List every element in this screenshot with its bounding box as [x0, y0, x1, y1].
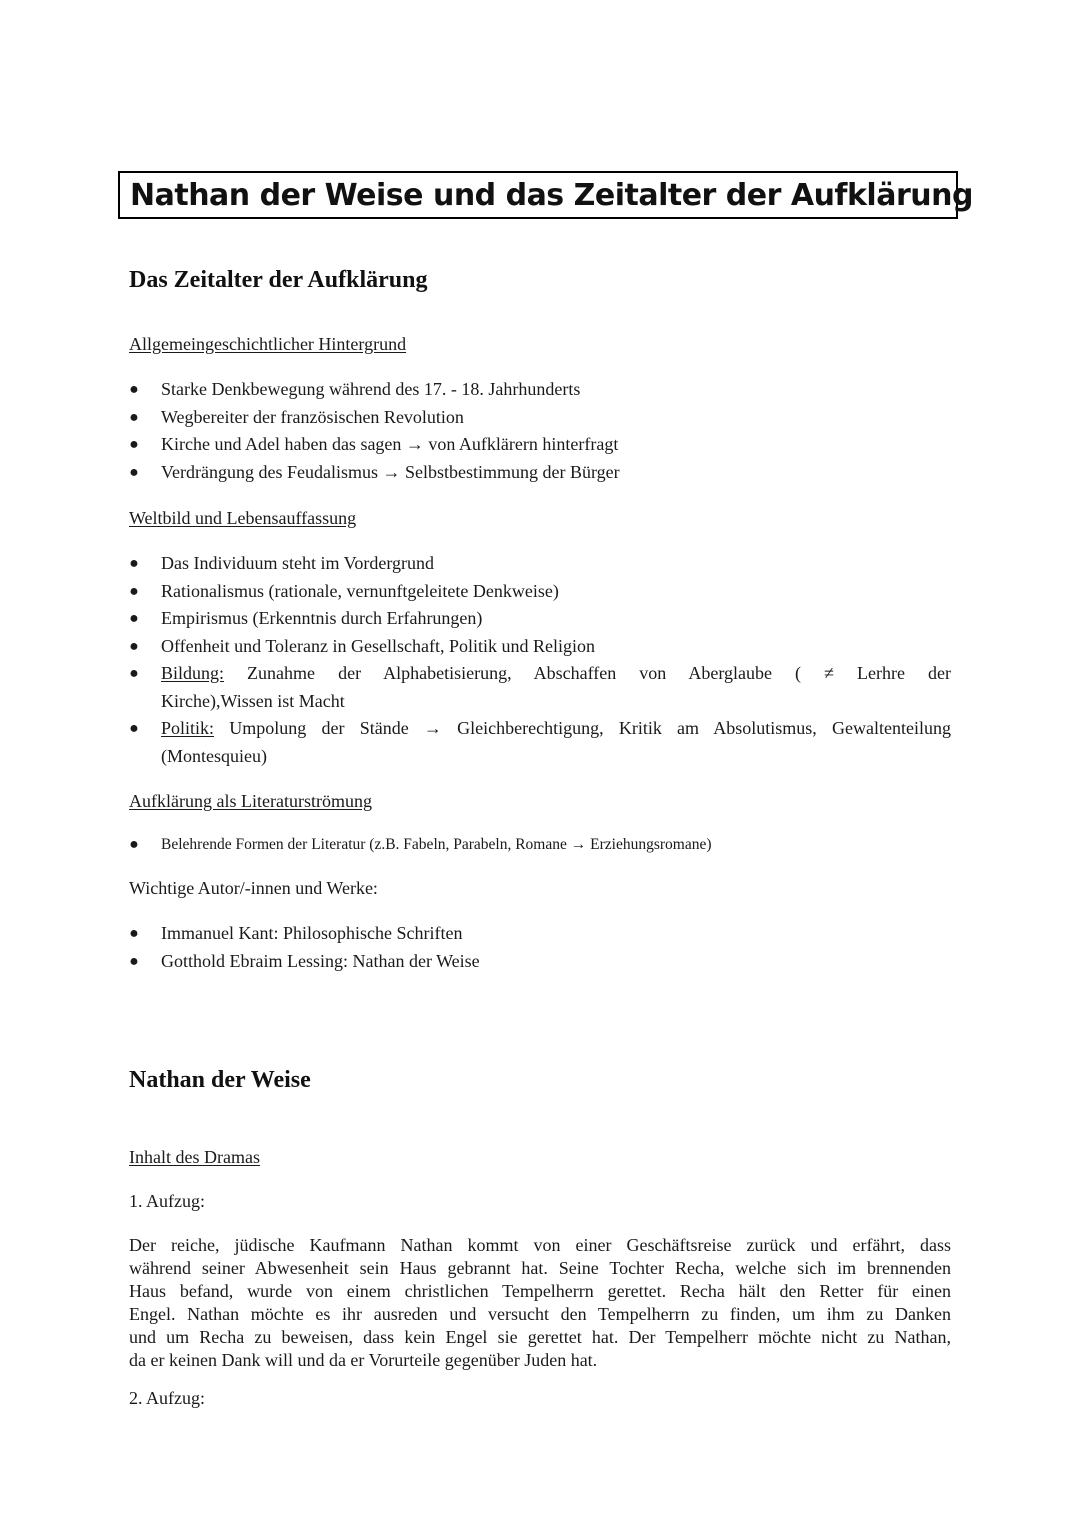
- document-title: Nathan der Weise und das Zeitalter der Aufklärung: [130, 178, 973, 213]
- subheading-weltbild: Weltbild und Lebensauffassung: [129, 508, 357, 528]
- section-heading-aufklaerung: Das Zeitalter der Aufklärung: [129, 267, 428, 293]
- list-item: ● Gotthold Ebraim Lessing: Nathan der Weise: [129, 948, 951, 976]
- list-item: ● Offenheit und Toleranz in Gesellschaft, Politik und Religion: [129, 633, 951, 661]
- bullet-icon: ●: [129, 436, 139, 453]
- paragraph-line: und um Recha zu beweisen, dass kein Engel sie gerettet hat. Der Tempelherr möchte nicht zu Nathan,: [129, 1327, 951, 1347]
- subheading-inhalt: Inhalt des Dramas: [129, 1147, 260, 1167]
- bullet-icon: ●: [129, 925, 139, 942]
- politik-line2: (Montesquieu): [161, 745, 267, 766]
- list-item: ● Immanuel Kant: Philosophische Schriften: [129, 920, 951, 948]
- list-item: ● Kirche und Adel haben das sagen → von Aufklärern hinterfragt: [129, 431, 951, 459]
- list-item-politik: [129, 715, 951, 770]
- paragraph-line: da er keinen Dank will und da er Vorurteile gegenüber Juden hat.: [129, 1350, 598, 1370]
- list-item: ● Wegbereiter der französischen Revolution: [129, 404, 951, 432]
- list-hintergrund: [129, 376, 951, 486]
- paragraph-line: während seiner Abwesenheit sein Haus gebrannt hat. Seine Tochter Recha, welche sich im brennenden: [129, 1258, 951, 1278]
- bullet-icon: ●: [129, 408, 139, 426]
- bullet-icon: ●: [129, 610, 139, 627]
- list-item: ● Starke Denkbewegung während des 17. - 18. Jahrhunderts: [129, 376, 951, 404]
- list-item-bildung: [129, 660, 951, 715]
- act2-label: 2. Aufzug:: [129, 1388, 205, 1408]
- paragraph-line: Engel. Nathan möchte es ihr ausreden und versucht den Tempelherrn zu finden, um ihm zu Danken: [129, 1304, 951, 1324]
- list-literatur: [129, 831, 951, 859]
- list-item: ● Rationalismus (rationale, vernunftgeleitete Denkweise): [129, 578, 951, 606]
- paragraph-line: Haus befand, wurde von einem christlichen Tempelherrn gerettet. Recha hält den Retter für einen: [129, 1281, 951, 1301]
- bildung-line1: Bildung: Zunahme der Alphabetisierung, Abschaffen von Aberglaube ( ≠ Lerhre der: [161, 663, 951, 683]
- list-item: ● Empirismus (Erkenntnis durch Erfahrungen): [129, 605, 951, 633]
- list-weltbild: [129, 550, 951, 770]
- bullet-icon: ●: [129, 582, 139, 600]
- bullet-icon: ●: [129, 720, 139, 737]
- bildung-line2: Kirche),Wissen ist Macht: [161, 690, 345, 711]
- politik-line1: Politik: Umpolung der Stände → Gleichberechtigung, Kritik am Absolutismus, Gewaltenteilung: [161, 718, 951, 738]
- list-authors: [129, 920, 951, 975]
- act1-label: 1. Aufzug:: [129, 1191, 205, 1211]
- section-heading-nathan: Nathan der Weise: [129, 1067, 311, 1093]
- bullet-icon: ●: [129, 637, 139, 655]
- list-item: ● Belehrende Formen der Literatur (z.B. Fabeln, Parabeln, Romane → Erziehungsromane): [129, 831, 951, 859]
- bullet-icon: ●: [129, 463, 139, 481]
- list-item: ● Verdrängung des Feudalismus → Selbstbestimmung der Bürger: [129, 459, 951, 487]
- act1-paragraph: [129, 1234, 951, 1372]
- title-box: [118, 171, 973, 219]
- subheading-literatur: Aufklärung als Literaturströmung: [129, 791, 372, 811]
- bullet-icon: ●: [129, 665, 139, 682]
- subheading-hintergrund: Allgemeingeschichtlicher Hintergrund: [129, 334, 407, 354]
- bullet-icon: ●: [129, 381, 139, 398]
- authors-heading: Wichtige Autor/-innen und Werke:: [129, 878, 378, 898]
- paragraph-line: Der reiche, jüdische Kaufmann Nathan kommt von einer Geschäftsreise zurück und erfährt, dass: [129, 1235, 951, 1255]
- bullet-icon: ●: [129, 836, 139, 853]
- list-item: ● Das Individuum steht im Vordergrund: [129, 550, 951, 578]
- bullet-icon: ●: [129, 952, 139, 970]
- bullet-icon: ●: [129, 555, 139, 572]
